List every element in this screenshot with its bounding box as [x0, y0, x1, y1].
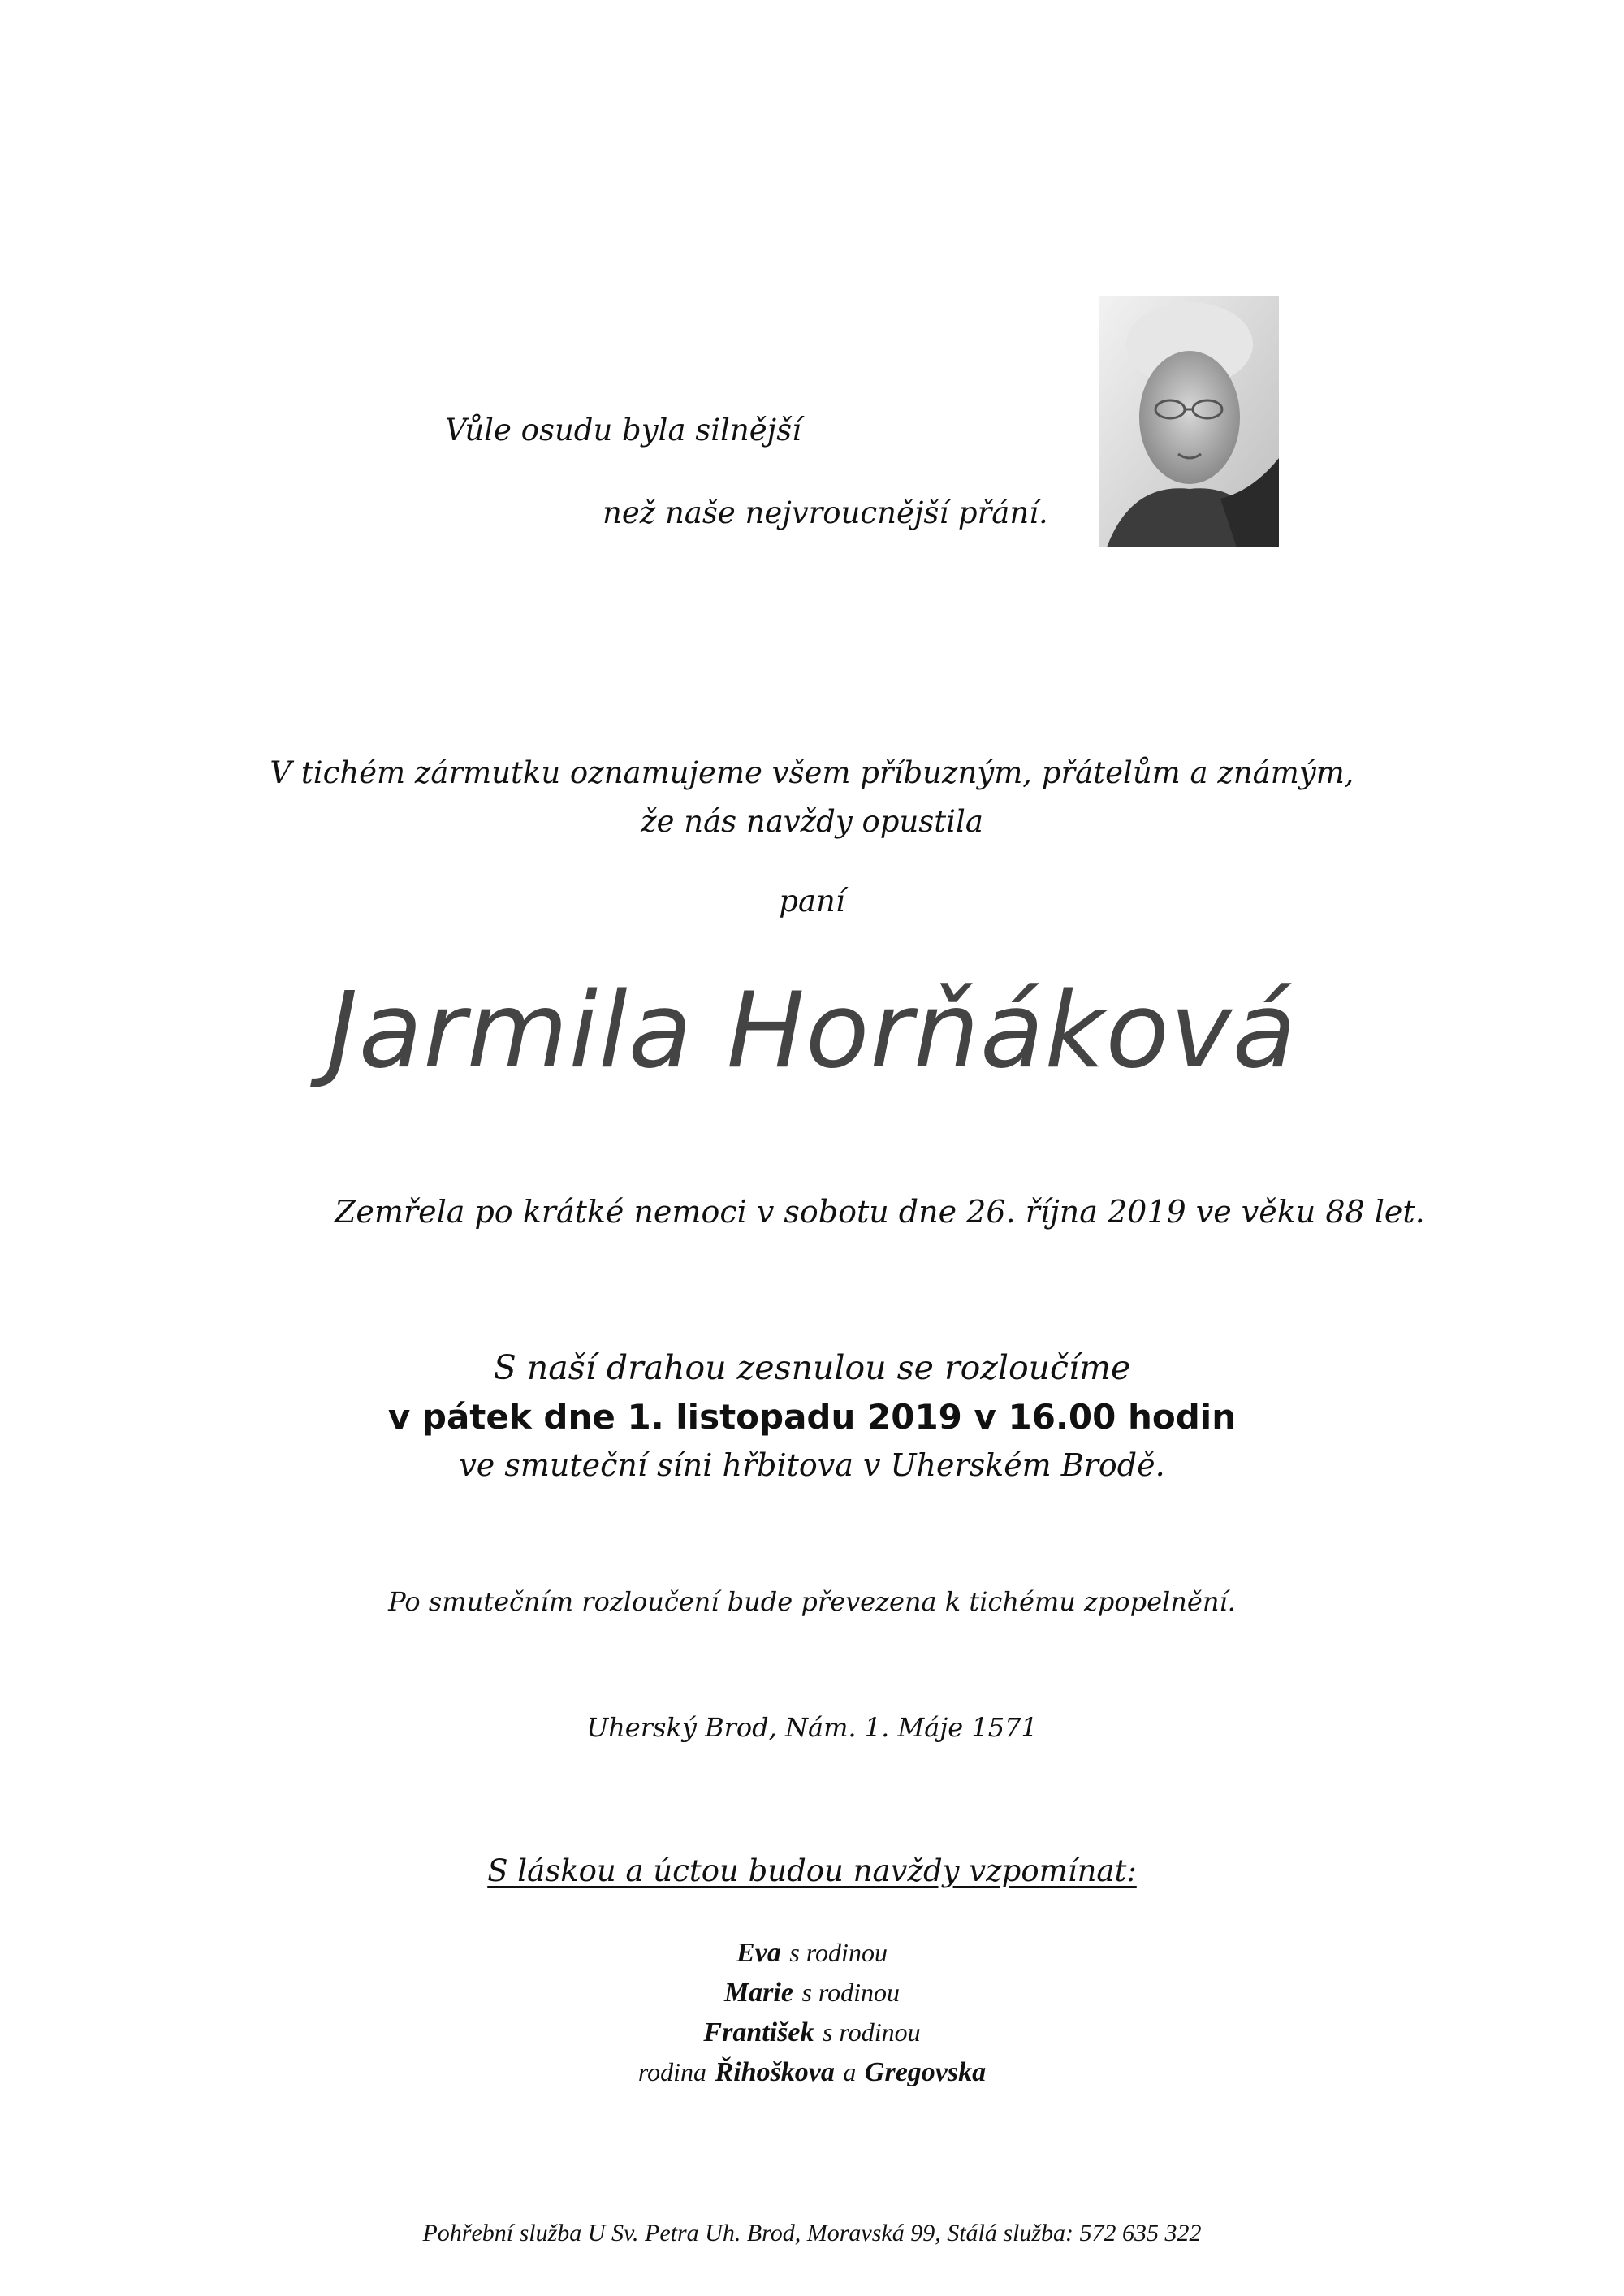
cremation-note: Po smutečním rozloučení bude převezena k tichému zpopelnění.	[388, 1586, 1236, 1617]
mourner-name: Eva	[736, 1938, 781, 1968]
mourner-prefix: rodina	[637, 2057, 707, 2086]
motto-line-1: Vůle osudu byla silnější	[445, 413, 801, 448]
mourner-joiner: a	[843, 2057, 857, 2086]
mourner-name: František	[703, 2017, 814, 2047]
mourner-name: Gregovska	[864, 2057, 987, 2087]
mourner-suffix: s rodinou	[801, 1978, 901, 2007]
announcement-line-1: V tichém zármutku oznamujeme všem příbuzným, přátelům a známým,	[270, 755, 1354, 790]
portrait-image	[1099, 296, 1279, 547]
mourner-suffix: s rodinou	[822, 2017, 921, 2047]
mourner-item	[0, 2056, 1624, 2088]
mourner-item	[0, 2016, 1624, 2048]
death-notice: Zemřela po krátké nemoci v sobotu dne 26. října 2019 ve věku 88 let.	[335, 1194, 1425, 1230]
mourner-name: Marie	[723, 1978, 793, 2008]
title-pani: paní	[779, 884, 845, 919]
farewell-line-1: S naší drahou zesnulou se rozloučíme	[493, 1348, 1131, 1387]
remembrance-heading: S láskou a úctou budou navždy vzpomínat:	[487, 1853, 1137, 1888]
family-address: Uherský Brod, Nám. 1. Máje 1571	[586, 1712, 1038, 1743]
deceased-portrait-photo	[1099, 296, 1279, 547]
announcement-line-2: že nás navždy opustila	[641, 804, 983, 839]
farewell-date-time: v pátek dne 1. listopadu 2019 v 16.00 hodin	[387, 1397, 1237, 1437]
farewell-location: ve smuteční síni hřbitova v Uherském Brodě.	[459, 1447, 1165, 1483]
mourner-item	[0, 1936, 1624, 1969]
deceased-name: Jarmila Horňáková	[326, 971, 1298, 1092]
mourner-suffix: s rodinou	[789, 1938, 888, 1967]
mourner-name: Řihoškova	[715, 2057, 835, 2087]
funeral-service-footer: Pohřební služba U Sv. Petra Uh. Brod, Moravská 99, Stálá služba: 572 635 322	[422, 2220, 1202, 2246]
mourner-item	[0, 1976, 1624, 2008]
motto-line-2: než naše nejvroucnější přání.	[603, 495, 1048, 530]
